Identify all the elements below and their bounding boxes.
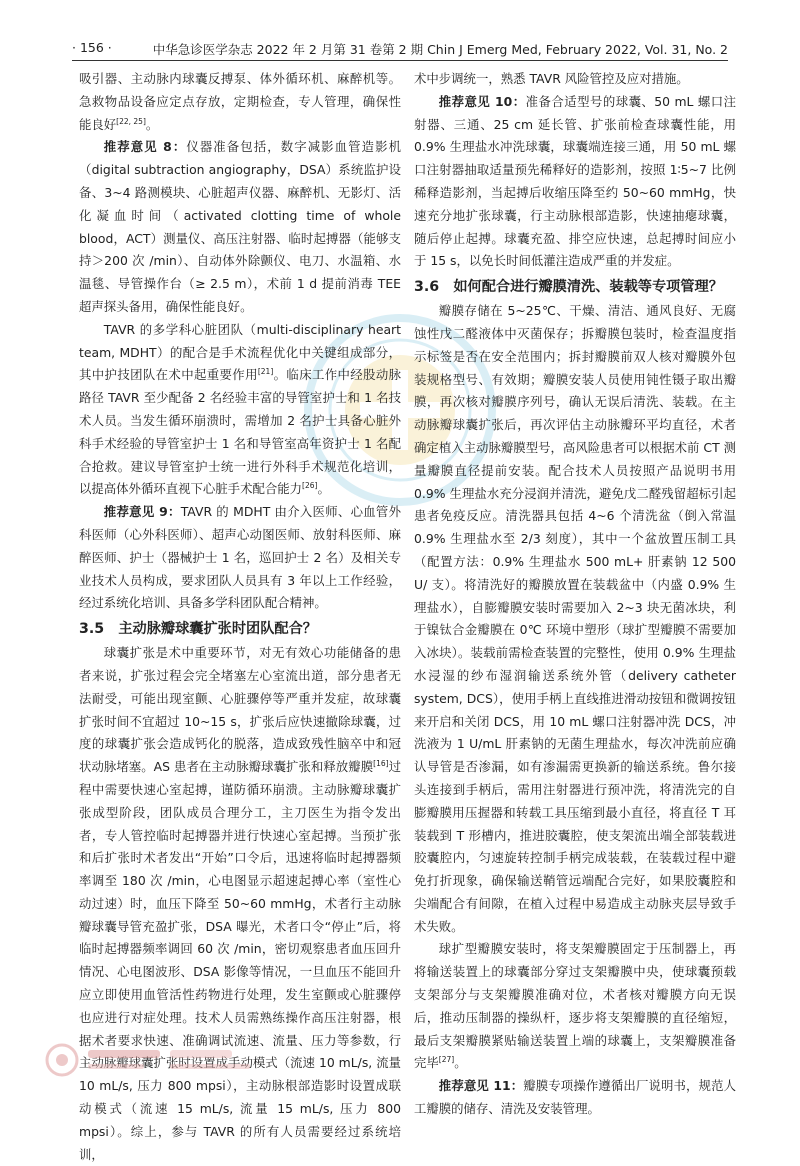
- recommendation-10: 推荐意见 10：准备合适型号的球囊、50 mL 螺口注射器、三通、25 cm 延长管、扩张前检查球囊性能，用 0.9% 生理盐水冲洗球囊，球囊端连接三通，用 50 mL 螺口注射器抽取适量预先稀释好的造影剂，按照 1∶5~7 比例稀释造影剂，当起搏后收缩压降至约 50~60 mmHg，快速充分地扩张球囊，行主动脉根部造影，快速抽瘪球囊，随后停止起搏。球囊充盈、排空应快速，总起搏时间应小于 15 s，以免长时间低灌注造成严重的并发症。: [414, 93, 736, 269]
- header-rule: [72, 60, 728, 61]
- left-column: [79, 68, 401, 1166]
- paragraph: 球扩型瓣膜安装时，将支架瓣膜固定于压制器上，再将输送装置上的球囊部分穿过支架瓣膜中央，使球囊预载支架部分与支架瓣膜准确对位，术者核对瓣膜方向无误后，推动压制器的操纵杆，逐步将支架瓣膜的直径缩短，最后支架瓣膜紧贴输送装置上端的球囊上，支架瓣膜准备完毕[27]。: [414, 941, 736, 1071]
- paragraph: 球囊扩张是术中重要环节，对无有效心功能储备的患者来说，扩张过程会完全堵塞左心室流出道，部分患者无法耐受，可能出现室颤、心脏骤停等严重并发症，故球囊扩张时间不宜超过 10~15 s，扩张后应快速撤除球囊，过度的球囊扩张会造成钙化的脱落，造成致残性脑卒中和冠状动脉堵塞。AS 患者在主动脉瓣球囊扩张和释放瓣膜[16]过程中需要快速心室起搏，谨防循环崩溃。主动脉瓣球囊扩张成型阶段，团队成员合理分工，主刀医生为指令发出者，专人管控临时起搏器并进行快速心室起搏。当预扩张和后扩张时术者发出“开始”口令后，迅速将临时起搏器频率调至 180 次 /min，心电图显示超速起搏心率（室性心动过速）时，血压下降至 50~60 mmHg，术者行主动脉瓣球囊导管充盈扩张，DSA 曝光，术者口令“停止”后，将临时起搏器频率调回 60 次 /min，密切观察患者血压回升情况、心电图波形、DSA 影像等情况，一旦血压不能回升应立即使用血管活性药物进行处理，发生室颤或心脏骤停也应进行对症处理。技术人员需熟练操作高压注射器，根据术者要求快速、准确调试流速、流量、压力等参数，行主动脉瓣球囊扩张时设置成手动模式（流速 10 mL/s, 流量 10 mL/s, 压力 800 mpsi），主动脉根部造影时设置成联动模式（流速 15 mL/s, 流量 15 mL/s, 压力 800 mpsi）。综上，参与 TAVR 的所有人员需要经过系统培训，: [79, 645, 402, 1162]
- recommendation-label: 推荐意见 10：: [438, 93, 526, 109]
- section-heading-3-5: 3.5 主动脉瓣球囊扩张时团队配合？: [79, 621, 317, 638]
- reference-citation: [21]: [257, 367, 274, 377]
- running-header: [72, 40, 728, 62]
- paragraph: 吸引器、主动脉内球囊反搏泵、体外循环机、麻醉机等。急救物品设备应定点存放，定期检查，专人管理，确保性能良好[22, 25]。: [79, 71, 401, 132]
- reference-citation: [16]: [373, 758, 389, 768]
- paragraph: 术中步调统一，熟悉 TAVR 风险管控及应对措施。: [414, 71, 689, 86]
- recommendation-label: 推荐意见 8：: [103, 139, 187, 155]
- reference-citation: [26]: [302, 481, 318, 491]
- recommendation-label: 推荐意见 11：: [438, 1078, 524, 1094]
- recommendation-label: 推荐意见 9：: [103, 504, 181, 520]
- recommendation-11: 推荐意见 11：瓣膜专项操作遵循出厂说明书，规范人工瓣膜的储存、清洗及安装管理。: [414, 1078, 736, 1117]
- reference-citation: [22, 25]: [116, 116, 146, 126]
- recommendation-8: 推荐意见 8：仪器准备包括，数字减影血管造影机（digital subtraction angiography，DSA）系统监护设备、3~4 路测模块、心脏超声仪器、麻醉机、无影灯、活化凝血时间（activated clotting time of whole blood，ACT）测量仪、高压注射器、临时起搏器（能够支持＞200 次 /min）、自动体外除颤仪、电刀、水温箱、水温毯、导管操作台（≥ 2.5 m），术前 1 d 提前消毒 TEE 超声探头备用，确保性能良好。: [79, 139, 401, 314]
- paragraph: 瓣膜存储在 5~25℃、干燥、清洁、通风良好、无腐蚀性戊二醛液体中灭菌保存；拆瓣膜包装时，检查温度指示标签是否在安全范围内；拆封瓣膜前双人核对瓣膜外包装规格型号、有效期；瓣膜安装人员使用钝性镊子取出瓣膜，再次核对瓣膜序列号，确认无误后清洗、装载。在主动脉瓣球囊扩张后，再次评估主动脉瓣环平均直径，术者确定植入主动脉瓣膜型号，高风险患者可以根据术前 CT 测量瓣膜直径提前安装。配合技术人员按照产品说明书用 0.9% 生理盐水充分浸润并清洗，避免戊二醛残留超标引起患者免疫反应。清洗器具包括 4~6 个清洗盆（倒入常温 0.9% 生理盐水至 2/3 刻度），其中一个盆放置压制工具（配置方法：0.9% 生理盐水 500 mL+ 肝素钠 12 500 U/ 支）。将清洗好的瓣膜放置在装载盆中（内盛 0.9% 生理盐水），自膨瓣膜安装时需要加入 2~3 块无菌冰块，利于镍钛合金瓣膜在 0℃ 环境中塑形（球扩型瓣膜不需要加入冰块）。装载前需检查装置的完整性，使用 0.9% 生理盐水浸湿的纱布湿润输送系统外管（delivery catheter system, DCS），使用手柄上直线推进滑动按钮和微调按钮来开启和关闭 DCS，用 10 mL 螺口注射器冲洗 DCS，冲洗液为 1 U/mL 肝素钠的无菌生理盐水，每次冲洗前应确认导管是否渗漏，如有渗漏需更换新的输送系统。鲁尔接头连接到手柄后，需用注射器进行预冲洗，将清洗完的自膨瓣膜用压握器和转载工具压缩到最小直径，将直径 T 耳装载到 T 形槽内，推进胶囊腔，使支架流出端全部装载进胶囊腔内，匀速旋转控制手柄完成装载，在装载过程中避免打折现象，确保输送鞘管远端配合完好，如果胶囊腔和尖端配合有间隙，在植入过程中易造成主动脉夹层导致手术失败。: [414, 303, 736, 934]
- right-column: [414, 68, 736, 1121]
- journal-citation: 中华急诊医学杂志 2022 年 2 月第 31 卷第 2 期 Chin J Emerg Med, February 2022, Vol. 31, No. 2: [152, 42, 728, 57]
- publisher-logo-watermark: [42, 1040, 272, 1080]
- recommendation-9: 推荐意见 9：TAVR 的 MDHT 由介入医师、心血管外科医师（心外科医师）、超声心动图医师、放射科医师、麻醉医师、护士（器械护士 1 名，巡回护士 2 名）及相关专业技术人员构成，要求团队人员具有 3 年以上工作经验，经过系统化培训、具备多学科团队配合精神。: [79, 504, 401, 611]
- page-number: · 156 ·: [72, 40, 112, 55]
- paragraph: TAVR 的多学科心脏团队（multi-disciplinary heart team, MDHT）的配合是手术流程优化中关键组成部分，其中护技团队在术中起重要作用[21]。临床工作中经股动脉路径 TAVR 至少配备 2 名经验丰富的导管室护士和 1 名技术人员。当发生循环崩溃时，需增加 2 名护士具备心脏外科手术经验的导管室护士 1 名和导管室高年资护士 1 名配合抢救。建议导管室护士统一进行外科手术规范化培训，以提高体外循环直视下心脏手术配合能力[26]。: [79, 321, 402, 497]
- reference-citation: [27]: [438, 1055, 455, 1065]
- section-heading-3-6: 3.6 如何配合进行瓣膜清洗、装载等专项管理？: [414, 279, 723, 296]
